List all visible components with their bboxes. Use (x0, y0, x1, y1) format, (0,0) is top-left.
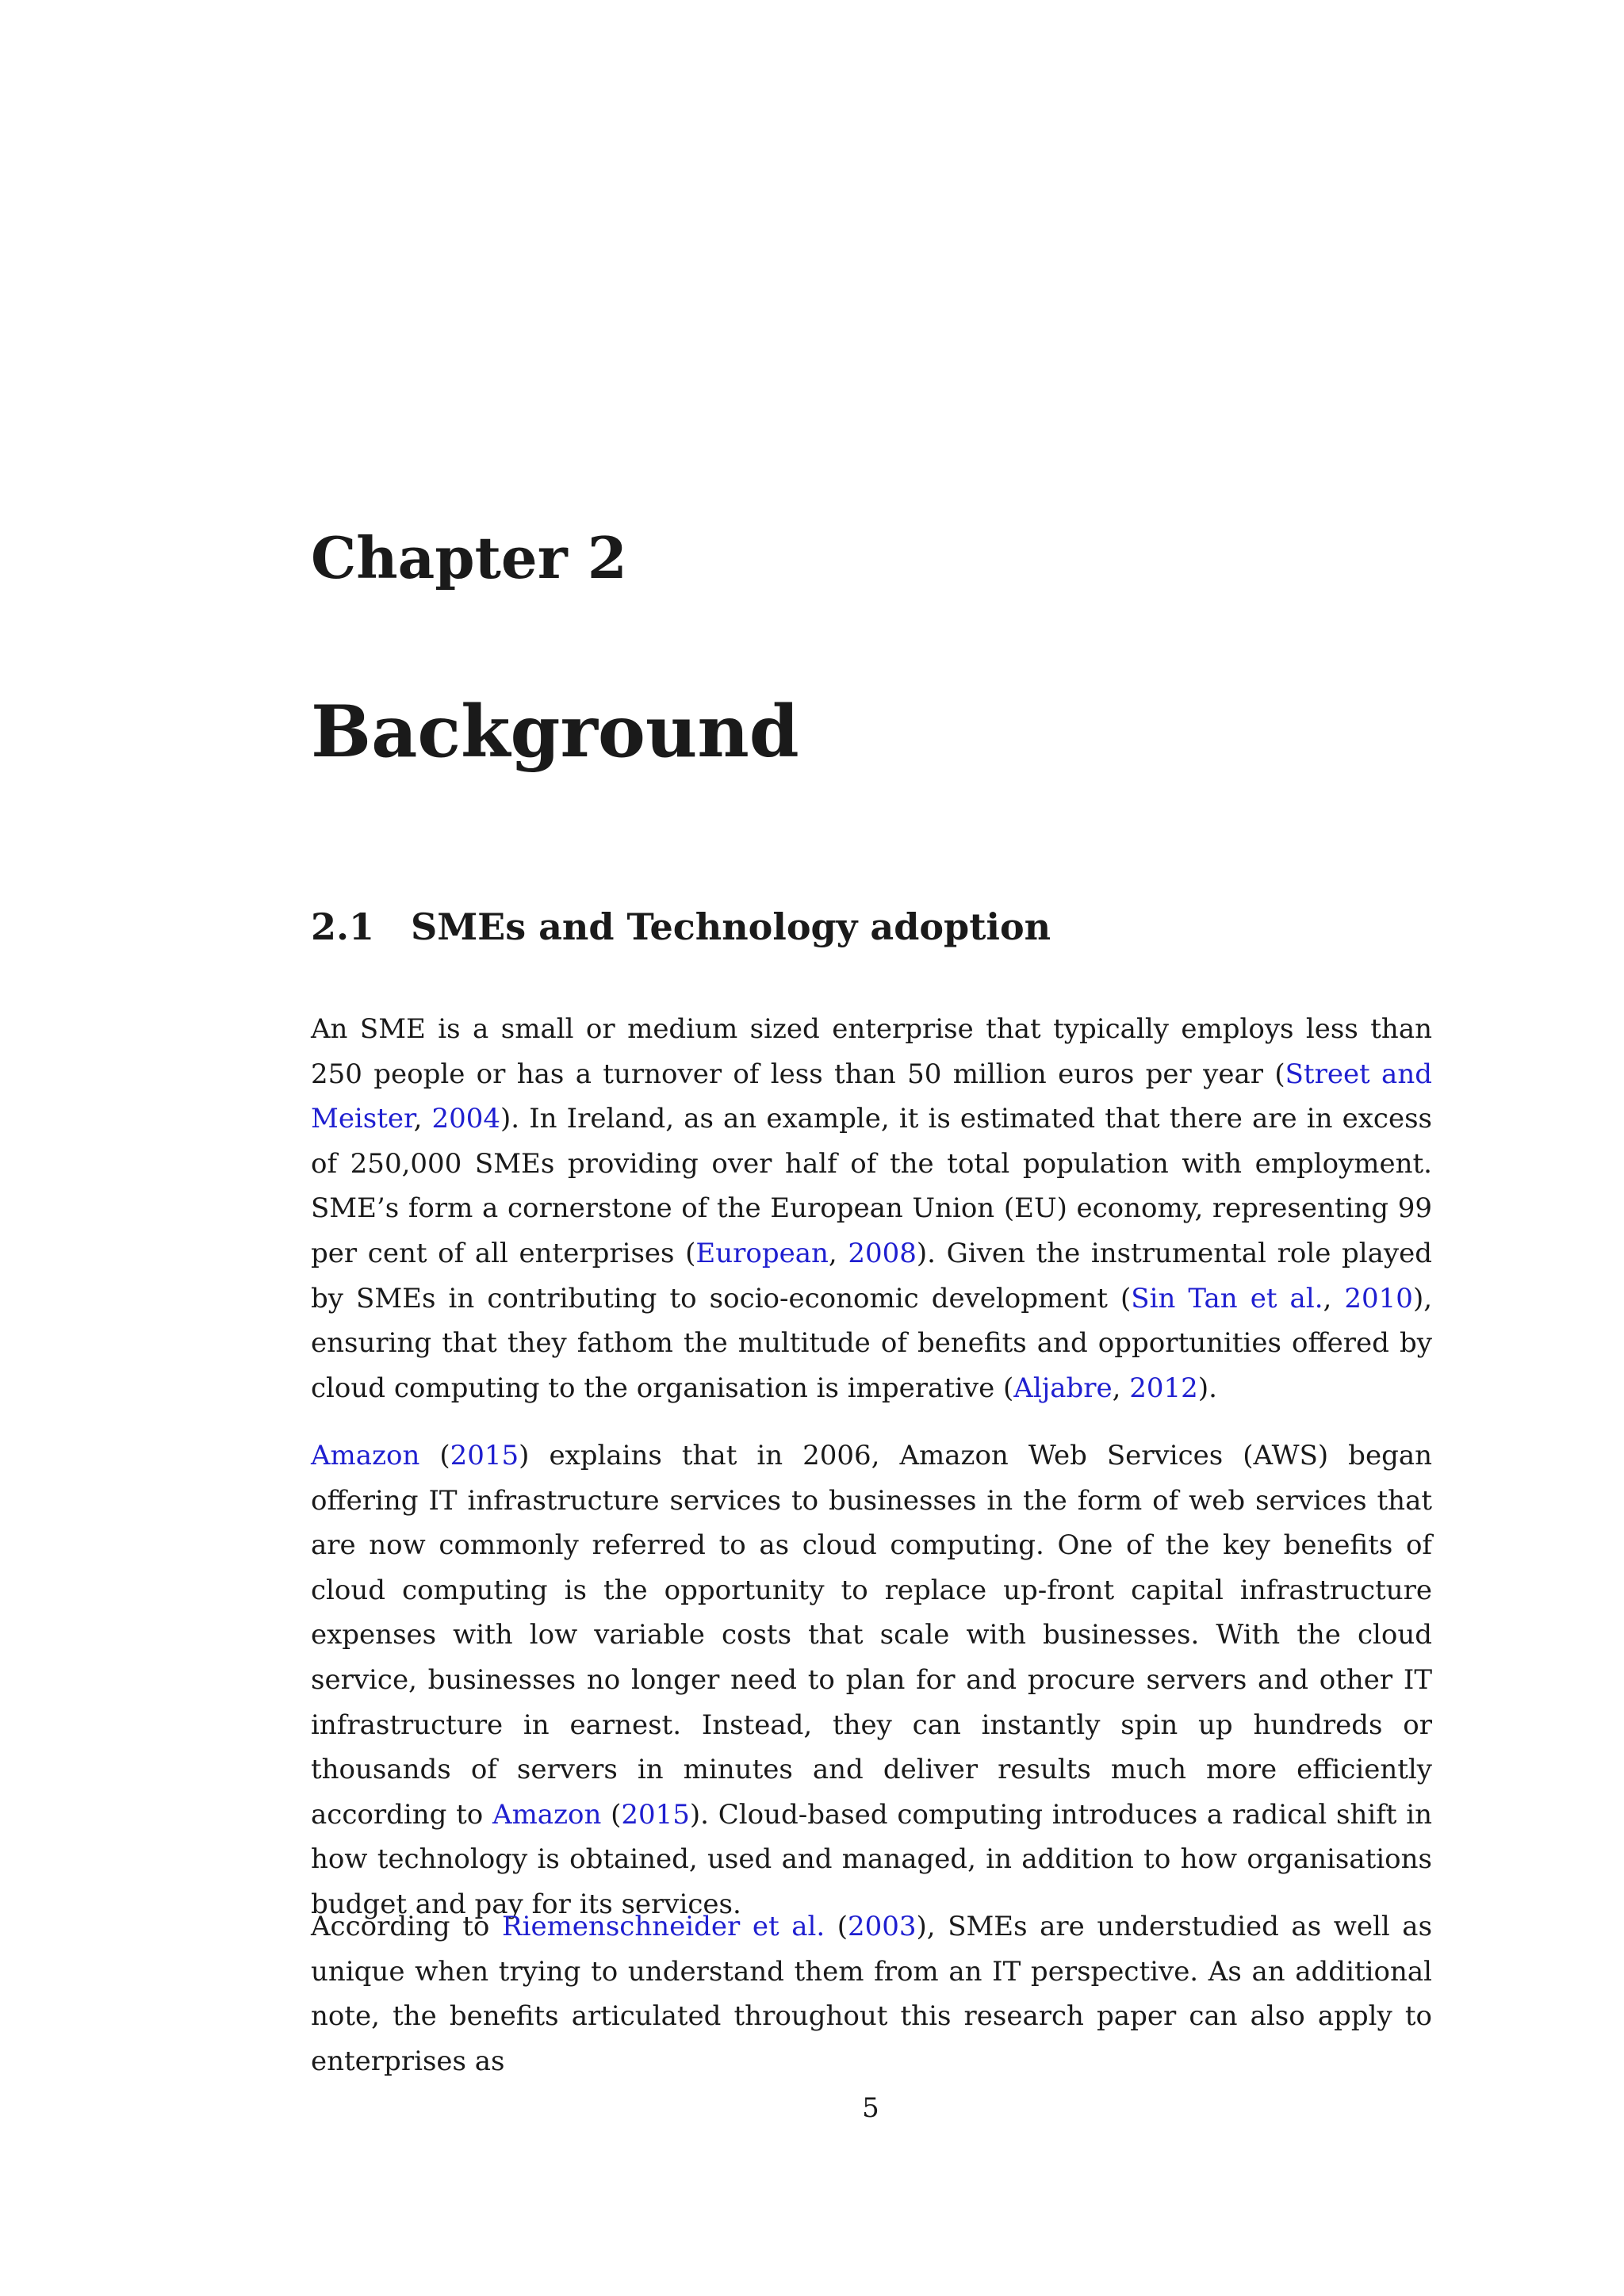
citation-link-street-meister[interactable]: Street and Meister (311, 1058, 1432, 1135)
paragraph-text: ). (1197, 1372, 1217, 1404)
citation-link-riemenschneider-year[interactable]: 2003 (848, 1911, 917, 1942)
citation-link-european-year[interactable]: 2008 (848, 1237, 917, 1269)
citation-link-amazon[interactable]: Amazon (311, 1440, 420, 1471)
paragraph-text: ( (601, 1798, 622, 1831)
paragraph-text: According to (311, 1911, 502, 1942)
paragraph-text: , (1112, 1372, 1130, 1404)
citation-link-aljabre[interactable]: Aljabre (1013, 1372, 1113, 1404)
paragraph-text: ) explains that in 2006, Amazon Web Services (AWS) began offering IT infrastructure services to businesses in the form of web services that are now commonly referred to as cloud computing. One of the key benefits of cloud computing is the opportunity to replace up-front capital infrastructure expenses with low variable costs that scale with businesses. With the cloud service, businesses no longer need to plan for and procure servers and other IT infrastructure in earnest. Instead, they can instantly spin up hundreds or thousands of servers in minutes and deliver results much more efficiently according to (311, 1440, 1432, 1831)
paragraph-text: , (413, 1103, 432, 1135)
citation-link-riemenschneider[interactable]: Riemenschneider et al. (501, 1911, 825, 1942)
citation-link-sin-tan[interactable]: Sin Tan et al. (1131, 1282, 1323, 1314)
page-number: 5 (862, 2092, 879, 2124)
paragraph-1 (311, 1007, 1432, 1410)
chapter-title: Background (311, 690, 799, 774)
paragraph-text: ( (825, 1911, 848, 1942)
paragraph-text: An SME is a small or medium sized enterprise that typically employs less than 250 people or has a turnover of less than 50 million euros per year ( (311, 1013, 1432, 1090)
paragraph-2 (311, 1433, 1432, 1927)
chapter-label: Chapter 2 (311, 524, 627, 591)
paragraph-3 (311, 1904, 1432, 2084)
citation-link-street-meister-year[interactable]: 2004 (431, 1103, 501, 1135)
citation-link-amazon-2[interactable]: Amazon (492, 1798, 602, 1831)
citation-link-european[interactable]: European (695, 1237, 829, 1269)
paragraph-text: ), SMEs are understudied as well as unique when trying to understand them from an IT perspective. As an additional note, the benefits articulated throughout this research paper can also apply to enterprises as (311, 1911, 1433, 2077)
section-title: SMEs and Technology adoption (411, 905, 1051, 948)
paragraph-text: , (828, 1237, 848, 1269)
paragraph-text: ), ensuring that they fathom the multitude of benefits and opportunities offered by cloud computing to the organisation is imperative ( (311, 1282, 1433, 1404)
section-heading (311, 905, 1051, 948)
citation-link-amazon-year[interactable]: 2015 (450, 1440, 519, 1471)
paragraph-text: ). Given the instrumental role played by SMEs in contributing to socio-economic development ( (311, 1237, 1433, 1314)
paragraph-text: ( (419, 1440, 450, 1471)
citation-link-sin-tan-year[interactable]: 2010 (1344, 1282, 1413, 1314)
citation-link-aljabre-year[interactable]: 2012 (1129, 1372, 1198, 1404)
paragraph-text: ). In Ireland, as an example, it is estimated that there are in excess of 250,000 SMEs providing over half of the total population with employment. SME’s form a cornerstone of the European Union (EU) economy, representing 99 per cent of all enterprises ( (311, 1103, 1432, 1269)
section-number: 2.1 (311, 905, 375, 948)
paragraph-text: , (1323, 1282, 1345, 1314)
paragraph-text: ). Cloud-based computing introduces a radical shift in how technology is obtained, used and managed, in addition to how organisations budget and pay for its services. (311, 1798, 1432, 1920)
citation-link-amazon-2-year[interactable]: 2015 (621, 1798, 690, 1831)
